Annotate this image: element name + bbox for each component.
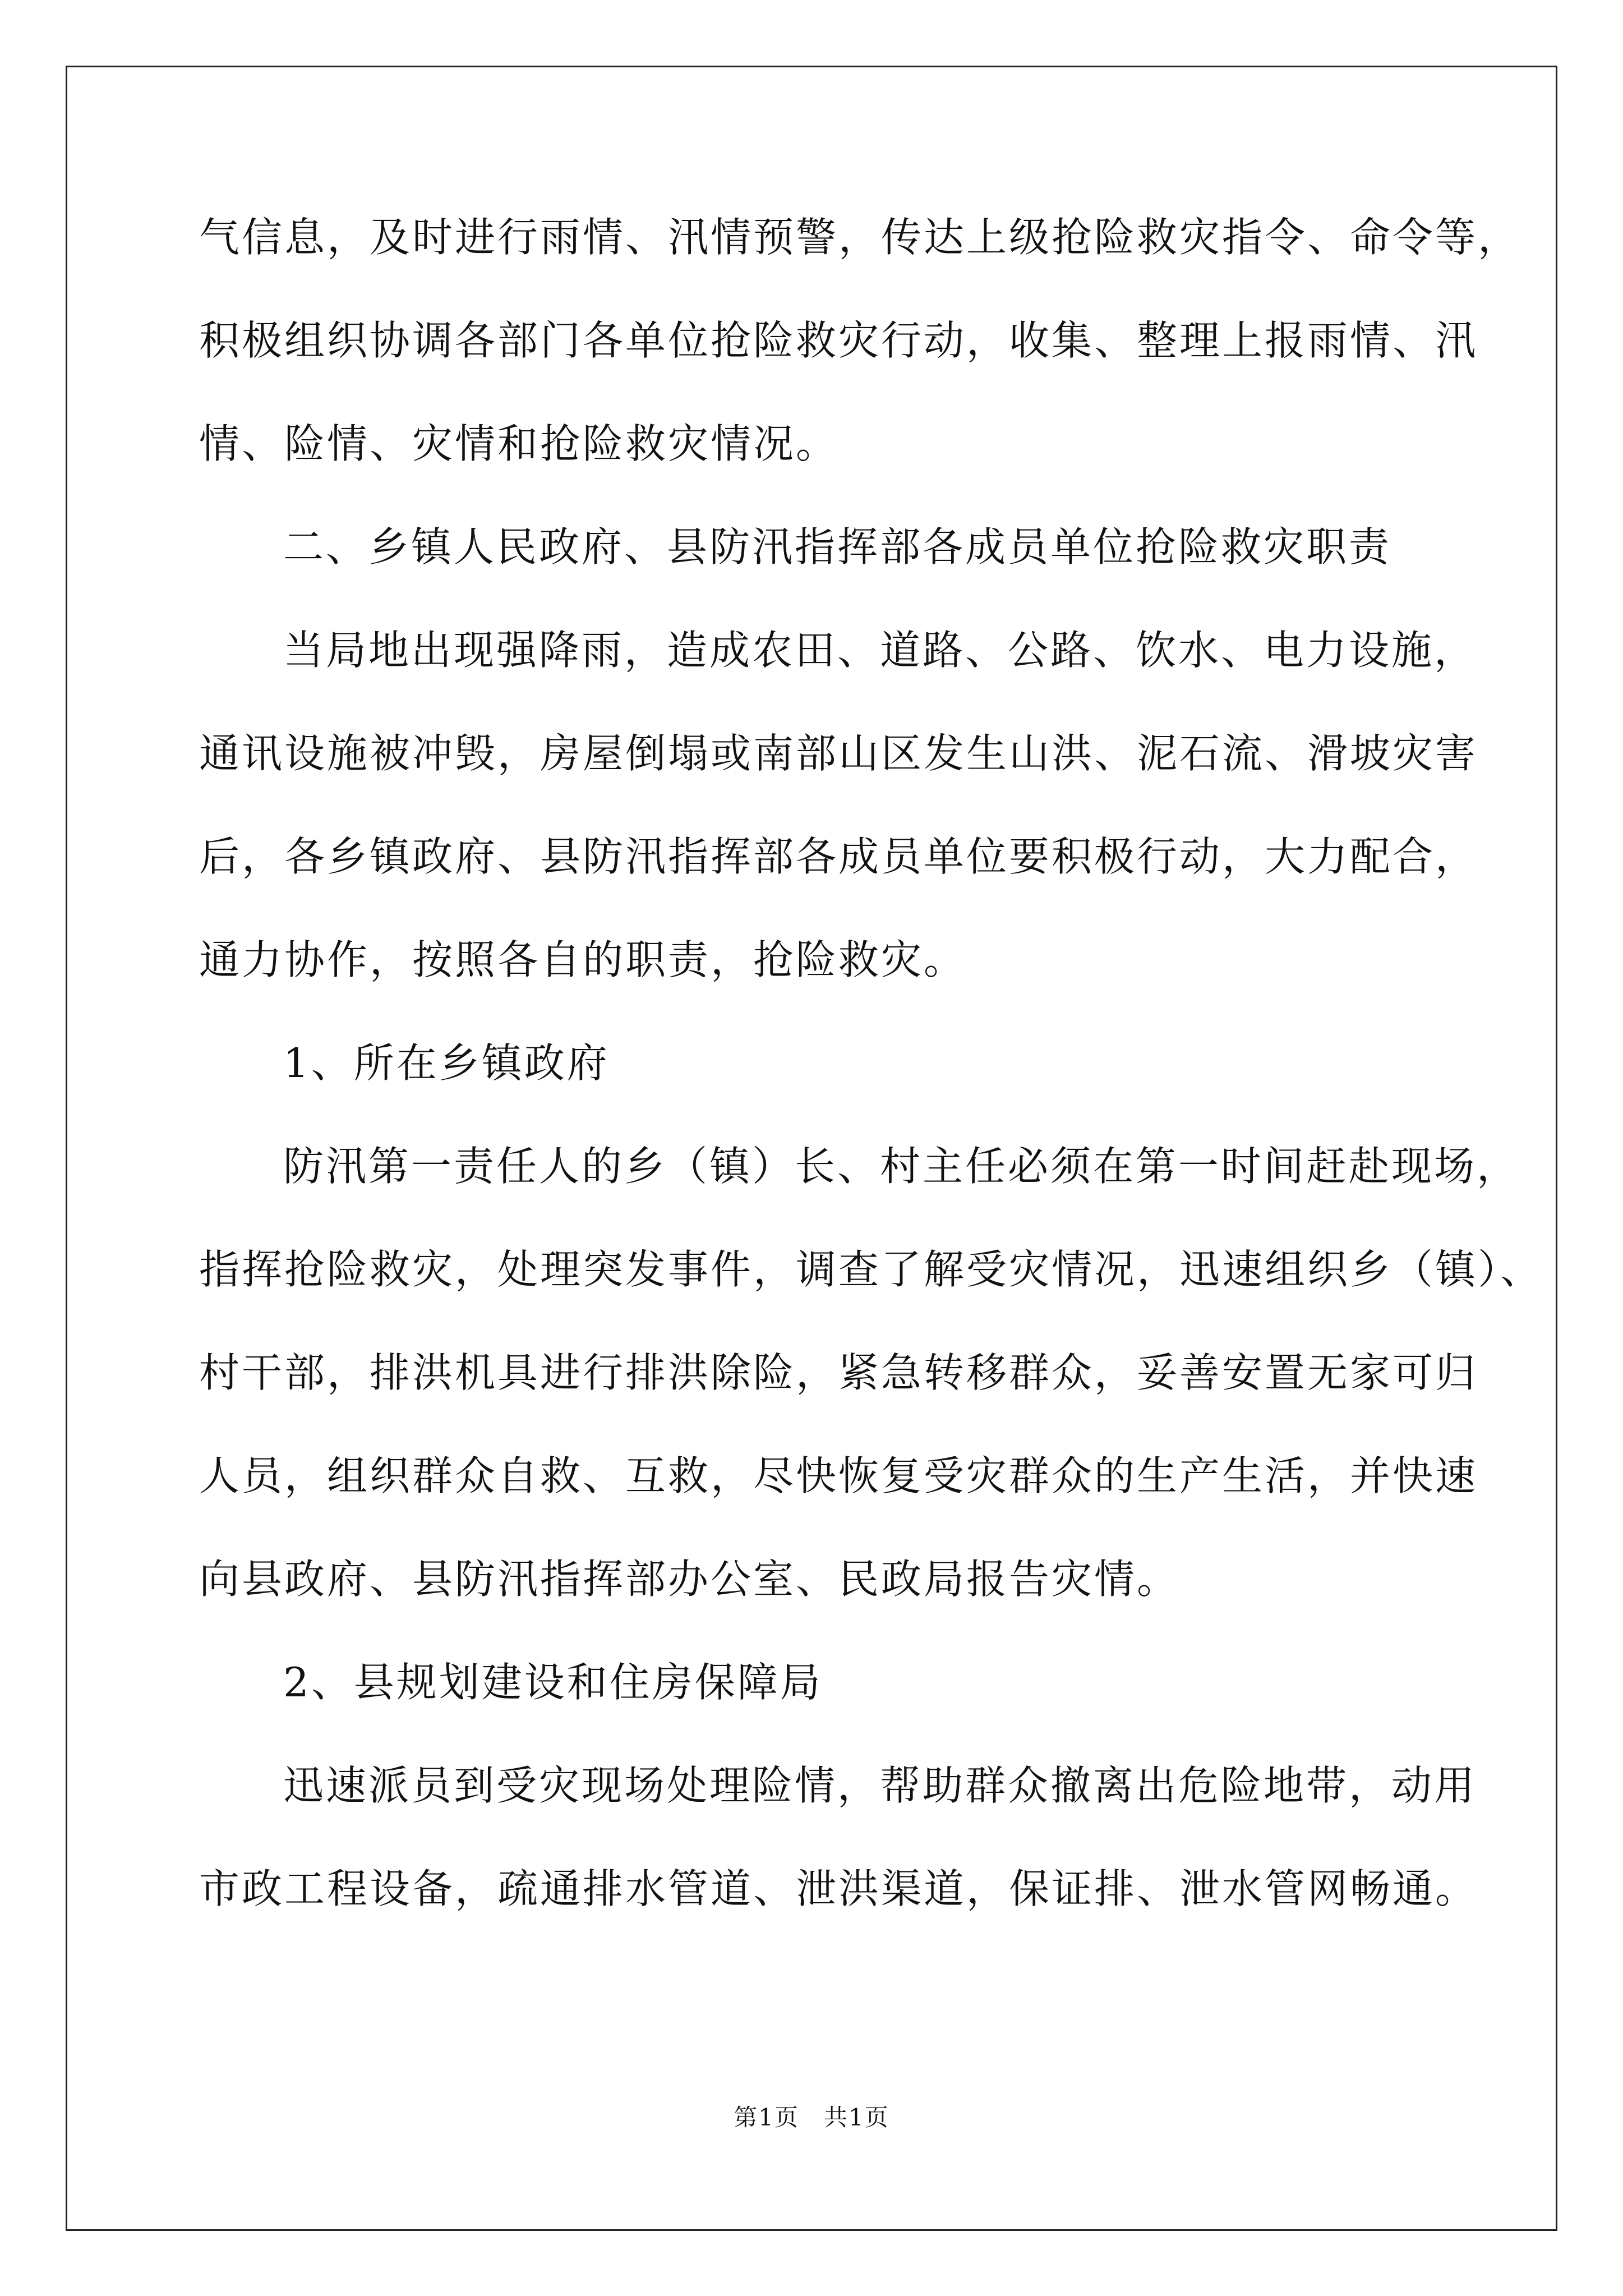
- text-line: 向县政府、县防汛指挥部办公室、民政局报告灾情。: [199, 1556, 1180, 1603]
- text-line: 当局地出现强降雨，造成农田、道路、公路、饮水、电力设施，: [283, 627, 1477, 674]
- subsection-heading: 1、所在乡镇政府: [283, 1039, 610, 1087]
- text-line: 气信息，及时进行雨情、汛情预警，传达上级抢险救灾指令、命令等，: [199, 214, 1521, 261]
- text-line: 村干部，排洪机具进行排洪除险，紧急转移群众，妥善安置无家可归: [199, 1349, 1478, 1396]
- text-line: 后，各乡镇政府、县防汛指挥部各成员单位要积极行动，大力配合，: [199, 833, 1478, 880]
- text-line: 积极组织协调各部门各单位抢险救灾行动，收集、整理上报雨情、汛: [199, 317, 1478, 364]
- text-line: 通讯设施被冲毁，房屋倒塌或南部山区发生山洪、泥石流、滑坡灾害: [199, 730, 1478, 777]
- section-heading: 二、乡镇人民政府、县防汛指挥部各成员单位抢险救灾职责: [283, 523, 1392, 570]
- subsection-heading: 2、县规划建设和住房保障局: [283, 1659, 823, 1706]
- text-line: 指挥抢险救灾，处理突发事件，调查了解受灾情况，迅速组织乡（镇）、: [199, 1246, 1543, 1293]
- text-line: 人员，组织群众自救、互救，尽快恢复受灾群众的生产生活，并快速: [199, 1452, 1478, 1499]
- text-line: 市政工程设备，疏通排水管道、泄洪渠道，保证排、泄水管网畅通。: [199, 1865, 1478, 1912]
- text-line: 通力协作，按照各自的职责，抢险救灾。: [199, 936, 967, 983]
- page-footer: 第1页 共1页: [734, 2104, 889, 2131]
- document-body: [199, 214, 1543, 1970]
- text-line: 情、险情、灾情和抢险救灾情况。: [199, 420, 839, 467]
- text-line: 防汛第一责任人的乡（镇）长、村主任必须在第一时间赶赴现场，: [283, 1143, 1520, 1190]
- text-line: 迅速派员到受灾现场处理险情，帮助群众撤离出危险地带，动用: [283, 1762, 1477, 1809]
